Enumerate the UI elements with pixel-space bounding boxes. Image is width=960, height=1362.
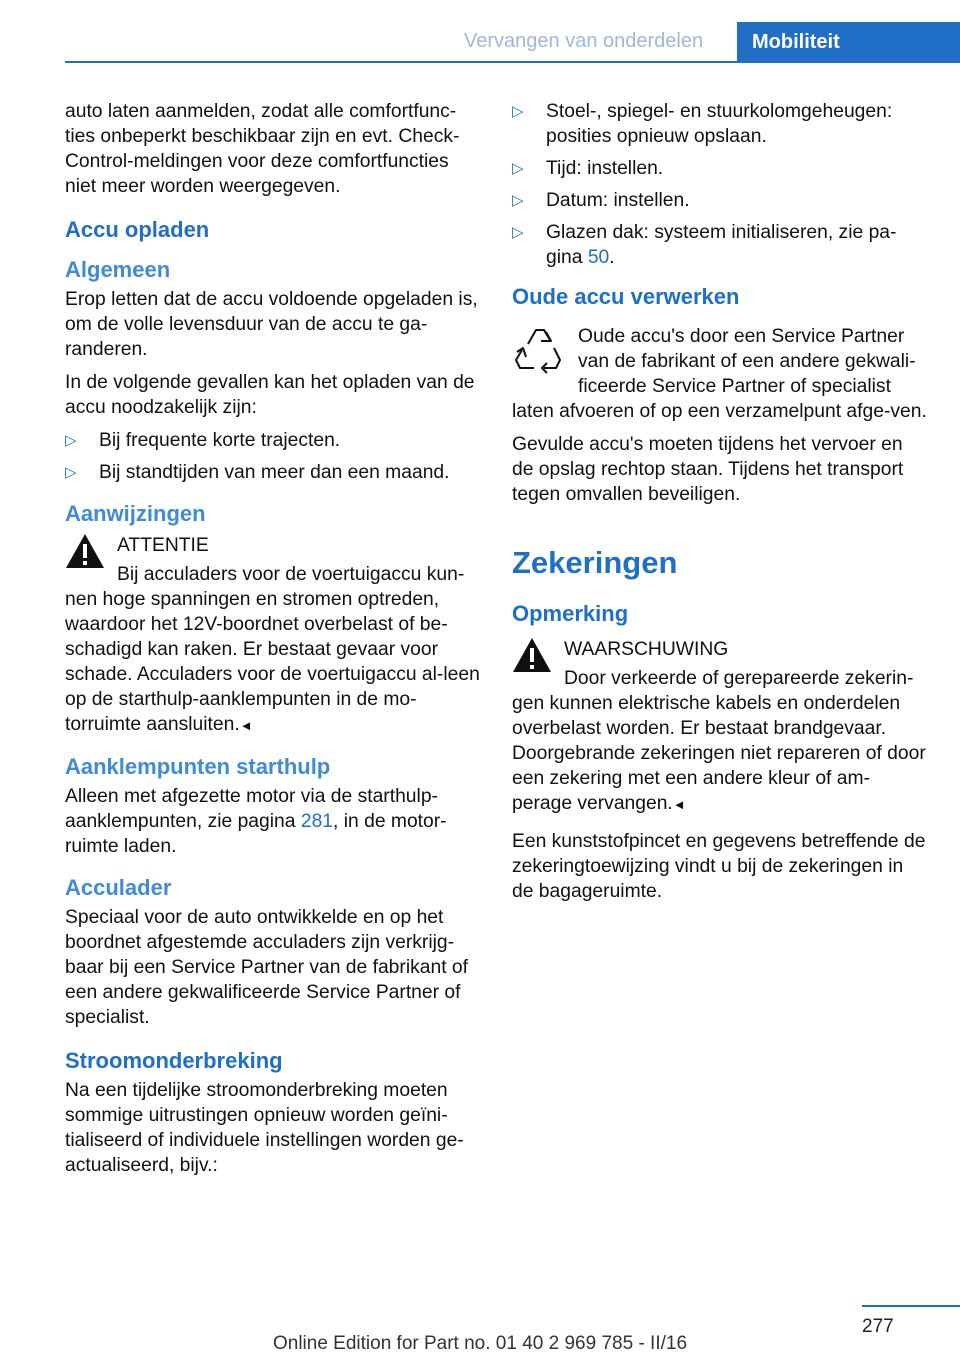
heading-acculader: Acculader	[65, 875, 172, 900]
waarschuwing-title: WAARSCHUWING	[564, 639, 729, 660]
heading-opmerking: Opmerking	[512, 601, 629, 626]
list-item: ▷ Bij standtijden van meer dan een maand.	[65, 462, 450, 483]
end-mark: ◄	[239, 718, 253, 733]
footer-rule	[862, 1305, 960, 1307]
running-header-section: Vervangen van onderdelen	[464, 30, 704, 52]
list-item: ▷ Stoel-, spiegel- en stuurkolomgeheugen: posities opnieuw opslaan.	[512, 101, 893, 147]
attentie-text: Bij acculaders voor de voertuigaccu kun-nen hoge spanningen en stromen optreden, waardoor het 12V-boordnet overbelast of be-schadigd kan raken. Er bestaat gevaar voor schade. Acculaders voor de voertuigaccu al-leen op de starthulp-aanklempunten in de mo-torruimte aansluiten.◄	[65, 564, 480, 735]
algemeen-paragraph-1: Erop letten dat de accu voldoende opgeladen is, om de volle levensduur van de accu te ga-randeren.	[65, 289, 478, 360]
page-link-281[interactable]: 281	[300, 811, 334, 832]
heading-algemeen: Algemeen	[65, 257, 171, 282]
attentie-notice	[65, 533, 480, 738]
triangle-right-icon: ▷	[512, 192, 524, 209]
charge-conditions-list	[65, 428, 480, 485]
heading-oude-accu-verwerken: Oude accu verwerken	[512, 284, 740, 309]
reinit-list	[512, 99, 927, 270]
acculader-paragraph: Speciaal voor de auto ontwikkelde en op het boordnet afgestemde acculaders zijn verkrijg-baar bij een Service Partner van de fabrikant of een andere gekwalificeerde Service Partner of specialist.	[65, 907, 468, 1028]
triangle-right-icon: ▷	[512, 160, 524, 177]
oude-paragraph-1: Oude accu's door een Service Partner van de fabrikant of een andere gekwali-ficeerde Service Partner of specialist laten afvoeren of op een verzamelpunt afge-ven.	[512, 326, 927, 422]
warning-triangle-icon	[512, 637, 552, 673]
recycle-icon	[512, 324, 564, 378]
warning-triangle-icon	[65, 533, 105, 569]
pincet-paragraph: Een kunststofpincet en gegevens betreffende de zekeringtoewijzing vindt u bij de zekeringen in de bagageruimte.	[512, 831, 926, 902]
intro-paragraph: auto laten aanmelden, zodat alle comfortfunc-ties onbeperkt beschikbaar zijn en evt. Check-Control-meldingen voor deze comfortfuncties niet meer worden weergegeven.	[65, 101, 460, 197]
triangle-right-icon: ▷	[512, 224, 524, 241]
oude-paragraph-2: Gevulde accu's moeten tijdens het vervoer en de opslag rechtop staan. Tijdens het transport tegen omvallen beveiligen.	[512, 434, 904, 505]
edition-footer: Online Edition for Part no. 01 40 2 969 785 - II/16	[272, 1333, 688, 1354]
heading-accu-opladen: Accu opladen	[65, 217, 210, 242]
list-item: ▷ Tijd: instellen.	[512, 158, 664, 179]
list-item: ▷ Glazen dak: systeem initialiseren, zie pa-gina 50.	[512, 222, 897, 268]
heading-stroomonderbreking: Stroomonderbreking	[65, 1048, 283, 1073]
heading-aanklempunten-starthulp: Aanklempunten starthulp	[65, 754, 331, 779]
aanklem-paragraph: Alleen met afgezette motor via de starthulp-aanklempunten, zie pagina 281, in de motor-ruimte laden.	[65, 786, 447, 857]
recycle-notice	[512, 324, 927, 424]
page-number: 277	[862, 1316, 894, 1337]
attentie-title: ATTENTIE	[117, 535, 209, 556]
list-item: ▷ Bij frequente korte trajecten.	[65, 430, 341, 451]
waarschuwing-text: Door verkeerde of gerepareerde zekerin-gen kunnen elektrische kabels en onderdelen overbelast worden. Er bestaat brandgevaar. Doorgebrande zekeringen niet repareren of door een zekering met een andere kleur of am-perage vervangen.◄	[512, 668, 926, 814]
triangle-right-icon: ▷	[65, 464, 77, 481]
header-rule	[65, 61, 960, 63]
stroom-paragraph: Na een tijdelijke stroomonderbreking moeten sommige uitrustingen opnieuw worden geïni-tialiseerd of individuele instellingen worden ge-actualiseerd, bijv.:	[65, 1080, 464, 1176]
heading-zekeringen: Zekeringen	[512, 545, 678, 580]
waarschuwing-notice	[512, 637, 927, 817]
triangle-right-icon: ▷	[512, 103, 524, 120]
triangle-right-icon: ▷	[65, 432, 77, 449]
algemeen-paragraph-2: In de volgende gevallen kan het opladen van de accu noodzakelijk zijn:	[65, 372, 475, 418]
page-link-50[interactable]: 50	[587, 247, 610, 268]
chapter-tab: Mobiliteit	[737, 22, 960, 63]
end-mark: ◄	[672, 797, 686, 812]
heading-aanwijzingen: Aanwijzingen	[65, 501, 206, 526]
right-column	[512, 99, 927, 912]
left-column	[65, 99, 480, 1186]
list-item: ▷ Datum: instellen.	[512, 190, 690, 211]
